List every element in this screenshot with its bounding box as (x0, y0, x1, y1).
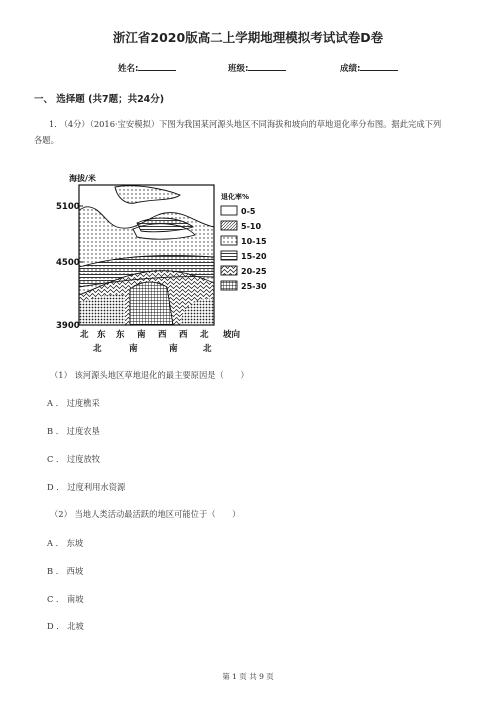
score-blank (360, 62, 398, 71)
section-heading: 一、 选择题 (共7题；共24分) (34, 94, 165, 105)
legend-label: 0-5 (241, 207, 256, 216)
question-1-line1 (49, 117, 469, 132)
degradation-figure (55, 165, 270, 355)
class-label: 班级: (228, 64, 249, 74)
x-label: 西 (179, 330, 188, 340)
score-field (340, 62, 398, 74)
question-number: 1. (49, 119, 57, 129)
legend-title: 退化率% (221, 193, 250, 201)
question-1-line2: 各题。 (34, 135, 59, 145)
y-tick-label: 4500 (56, 258, 80, 268)
score-label: 成绩: (340, 64, 361, 74)
option-a[interactable]: A ． 过度樵采 (47, 398, 100, 408)
x-axis-labels (80, 329, 241, 354)
class-blank (248, 62, 286, 71)
x-label: 北 (203, 344, 212, 354)
name-blank (138, 62, 176, 71)
y-tick-label: 5100 (56, 202, 80, 212)
name-field (118, 62, 176, 74)
option-b[interactable]: B ． 过度农垦 (47, 426, 100, 436)
y-axis-title: 海拔/米 (69, 174, 96, 183)
x-label: 西 (158, 330, 167, 340)
x-axis-title: 坡向 (223, 330, 241, 340)
option-d[interactable]: D ． 北坡 (47, 621, 84, 631)
x-label: 北 (93, 344, 102, 354)
option-c[interactable]: C ． 过度放牧 (47, 454, 101, 464)
option-d[interactable]: D ． 过度利用水资源 (47, 482, 126, 492)
x-label: 北 (80, 330, 89, 340)
subquestion-1-stem: （1） 该河源头地区草地退化的最主要原因是（ ） (50, 370, 249, 380)
y-tick-label: 3900 (56, 321, 80, 331)
legend-label: 10-15 (241, 237, 267, 246)
x-label: 南 (137, 330, 146, 340)
legend-label: 20-25 (241, 267, 267, 276)
question-text: （4分）（2016·宝安模拟）下图为我国某河源头地区不同海拔和坡向的草地退化率分布图。据此完成下列 (59, 119, 442, 129)
class-field (228, 62, 286, 74)
legend-label: 25-30 (241, 282, 267, 291)
option-a[interactable]: A ． 东坡 (47, 538, 84, 548)
x-label: 东 (116, 330, 125, 340)
legend-label: 15-20 (241, 252, 267, 261)
x-label: 北 (200, 330, 209, 340)
name-label: 姓名: (118, 64, 139, 74)
subquestion-2-stem: （2） 当地人类活动最活跃的地区可能位于（ ） (50, 509, 241, 519)
option-b[interactable]: B ． 西坡 (47, 566, 84, 576)
x-label: 东 (97, 330, 106, 340)
option-c[interactable]: C ． 南坡 (47, 594, 84, 604)
x-label: 南 (129, 344, 138, 354)
page-footer: 第 1 页 共 9 页 (222, 672, 274, 681)
legend (221, 192, 267, 291)
paper-title: 浙江省2020版高二上学期地理模拟考试试卷D卷 (112, 30, 384, 45)
plot-area (79, 185, 214, 325)
legend-label: 5-10 (241, 222, 262, 231)
x-label: 南 (169, 344, 178, 354)
